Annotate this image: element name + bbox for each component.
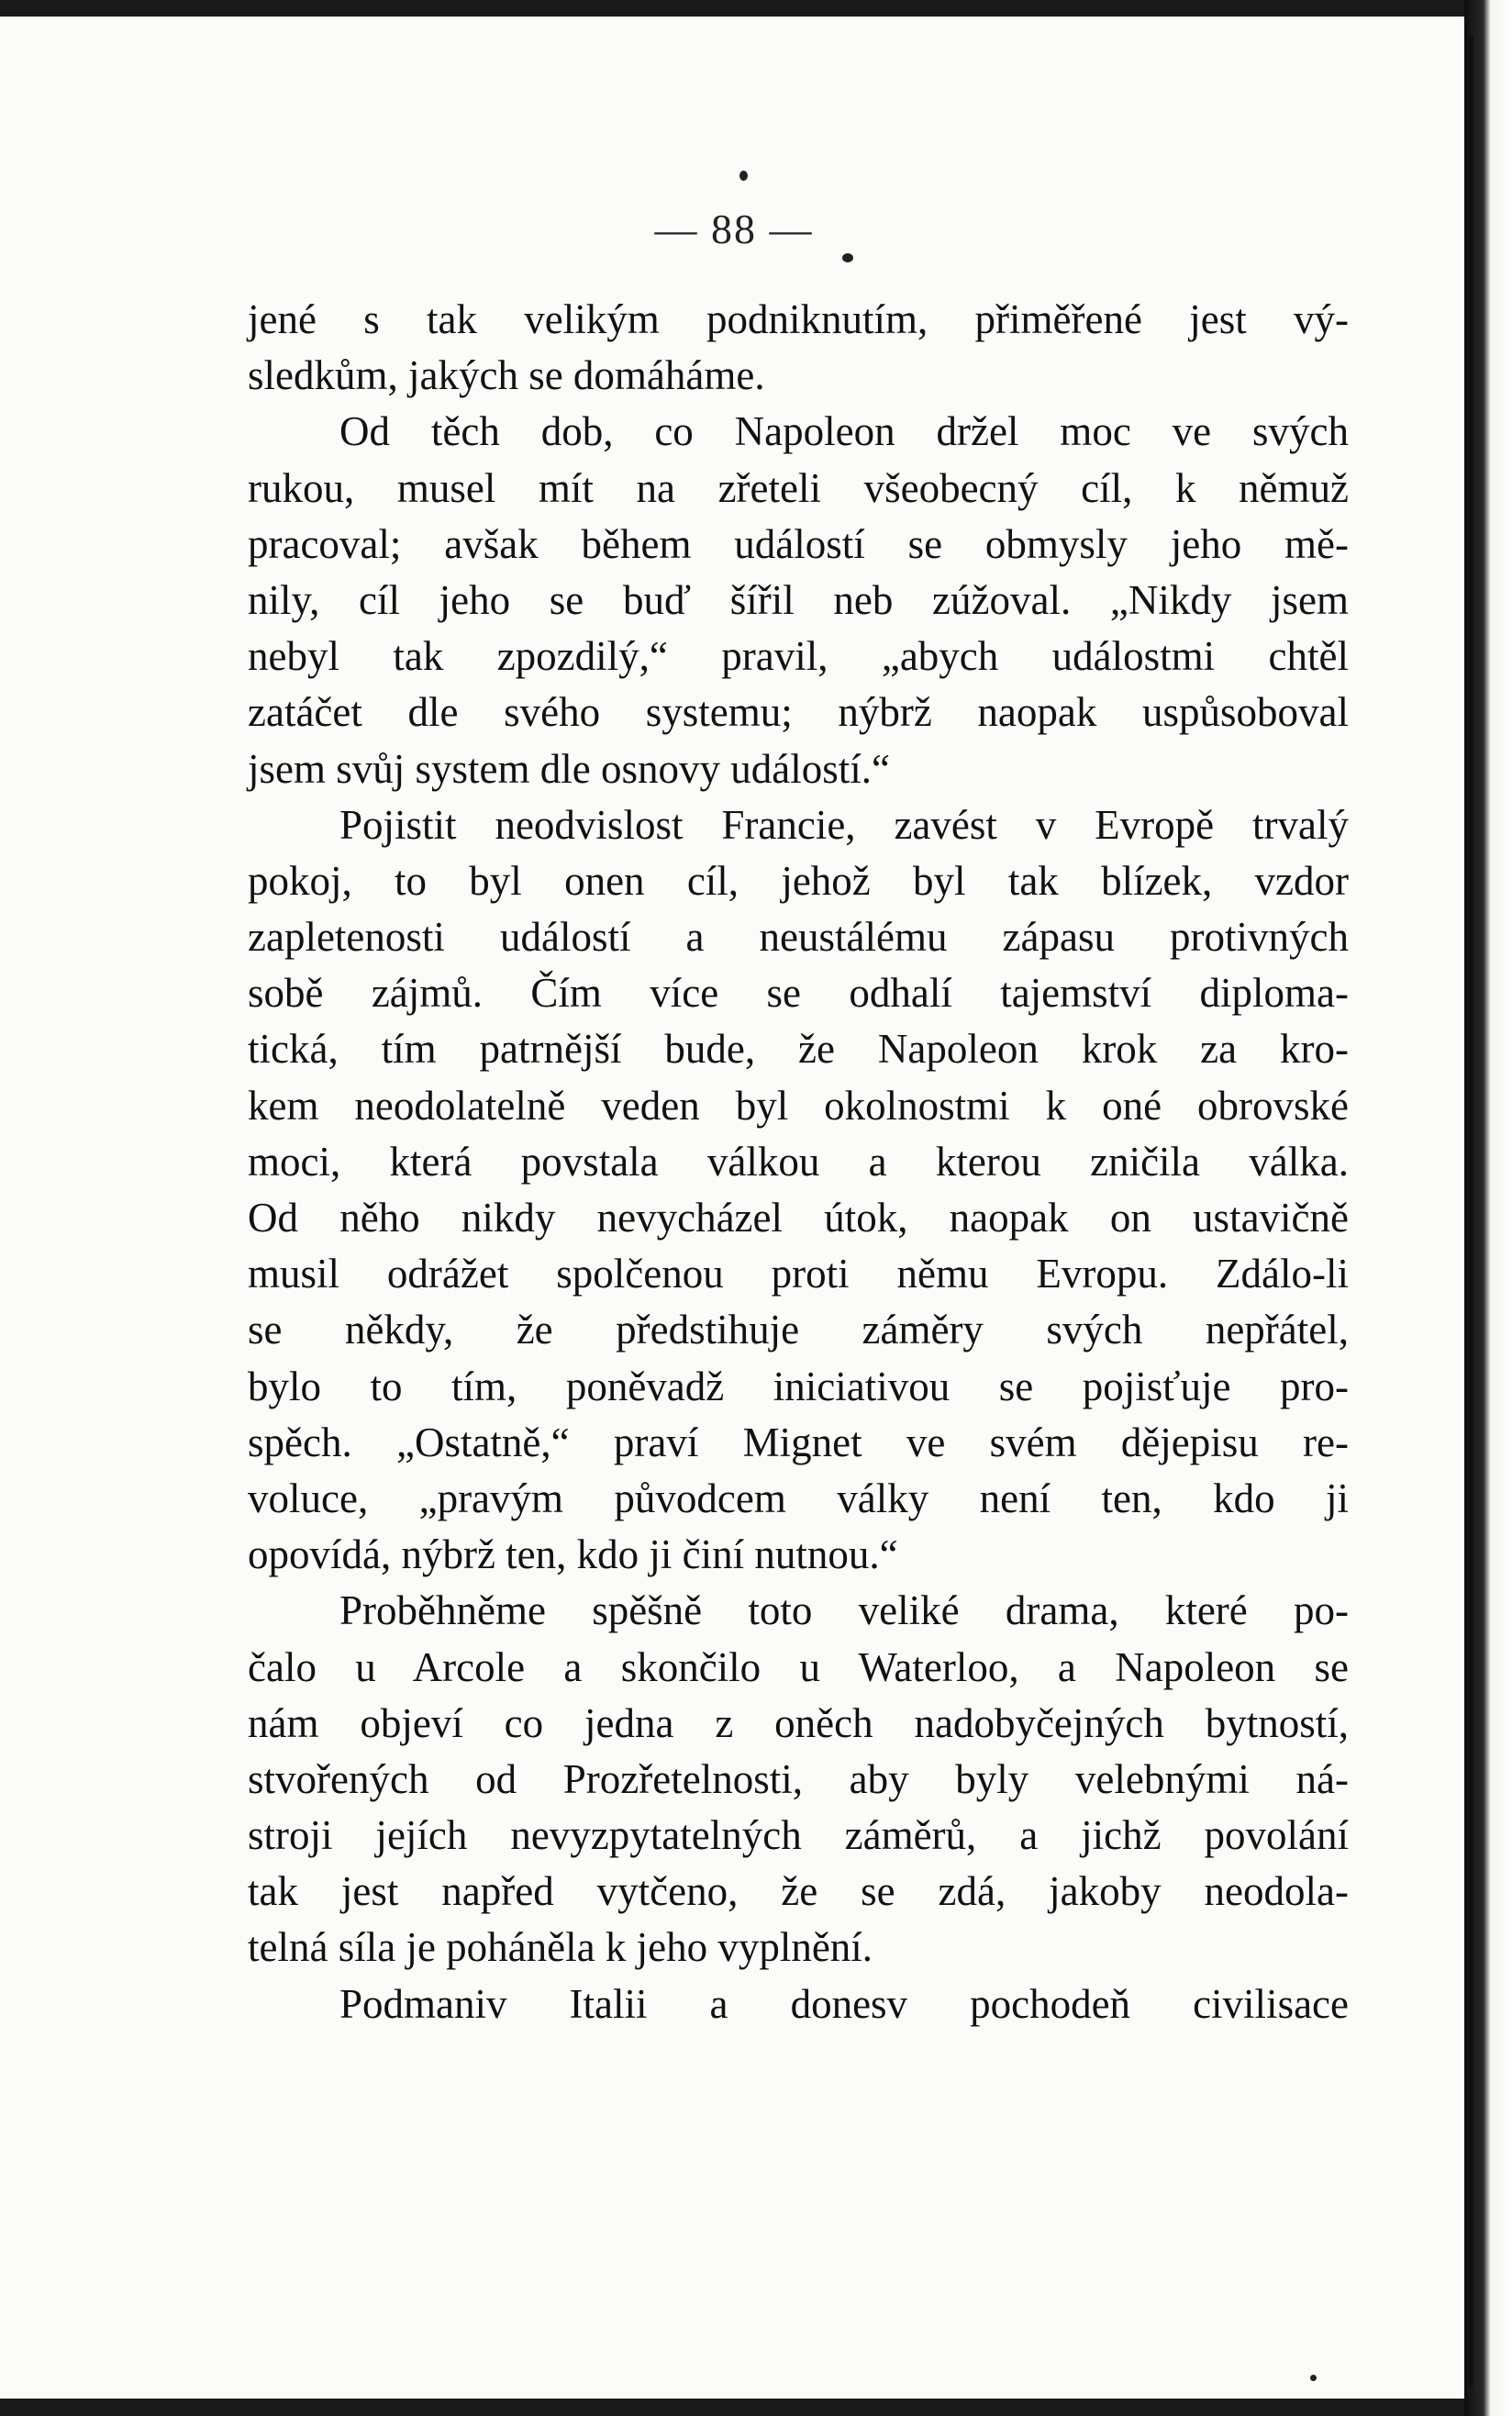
text-line: bylo to tím, poněvadž iniciativou se pojisťuje pro- [248, 1363, 1349, 1409]
text-line: tak jest napřed vytčeno, že se zdá, jakoby neodola- [248, 1868, 1349, 1915]
text-line: Proběhněme spěšně toto veliké drama, které po- [339, 1587, 1349, 1634]
text-line: voluce, „pravým původcem války není ten, kdo ji [248, 1475, 1349, 1521]
text-line: telná síla je poháněla k jeho vyplnění. [248, 1924, 873, 1971]
page-edge [1468, 37, 1473, 2386]
text-line: spěch. „Ostatně,“ praví Mignet ve svém dějepisu re- [248, 1419, 1349, 1465]
text-line: kem neodolatelně veden byl okolnostmi k oné obrovské [248, 1082, 1349, 1129]
page-text [248, 292, 1349, 2032]
text-line: nily, cíl jeho se buď šířil neb zúžoval. „Nikdy jsem [248, 576, 1349, 623]
text-line: Podmaniv Italii a donesv pochodeň civilisace [339, 1980, 1349, 2027]
text-line: stroji jejích nevyzpytatelných záměrů, a jichž povolání [248, 1812, 1349, 1859]
text-line: Pojistit neodvislost Francie, zavést v Evropě trvalý [339, 801, 1349, 848]
text-line: stvořených od Prozřetelnosti, aby byly velebnými ná- [248, 1755, 1349, 1802]
ink-speck [739, 171, 748, 181]
text-line: moci, která povstala válkou a kterou zničila válka. [248, 1138, 1349, 1185]
text-line: sobě zájmů. Čím více se odhalí tajemství diploma- [248, 970, 1349, 1017]
text-line: rukou, musel mít na zřeteli všeobecný cíl, k němuž [248, 464, 1349, 511]
text-line: nebyl tak zpozdilý,“ pravil, „abych událostmi chtěl [248, 633, 1349, 680]
ink-speck [842, 253, 853, 262]
text-line: jsem svůj system dle osnovy událostí.“ [248, 745, 890, 792]
text-line: čalo u Arcole a skončilo u Waterloo, a Napoleon se [248, 1643, 1349, 1690]
text-line: pokoj, to byl onen cíl, jehož byl tak blízek, vzdor [248, 857, 1349, 904]
text-line: se někdy, že předstihuje záměry svých nepřátel, [248, 1307, 1349, 1353]
text-line: tická, tím patrnější bude, že Napoleon krok za kro- [248, 1026, 1349, 1073]
text-line: Od něho nikdy nevycházel útok, naopak on ustavičně [248, 1195, 1349, 1241]
book-page [0, 17, 1464, 2399]
text-line: zapletenosti událostí a neustálému zápasu protivných [248, 914, 1349, 961]
text-line: opovídá, nýbrž ten, kdo ji činí nutnou.“ [248, 1531, 898, 1578]
page-number: — 88 — [654, 206, 814, 252]
text-line: sledkům, jakých se domáháme. [248, 352, 765, 399]
text-line: Od těch dob, co Napoleon držel moc ve svých [339, 408, 1349, 455]
ink-speck [1310, 2375, 1317, 2381]
text-line: musil odrážet spolčenou proti němu Evropu. Zdálo-li [248, 1251, 1349, 1297]
text-line: zatáčet dle svého systemu; nýbrž naopak uspůsoboval [248, 689, 1349, 736]
text-line: nám objeví co jedna z oněch nadobyčejných bytností, [248, 1699, 1349, 1746]
text-line: jené s tak velikým podniknutím, přiměřené jest vý- [248, 296, 1349, 342]
text-line: pracoval; avšak během událostí se obmysly jeho mě- [248, 520, 1349, 567]
